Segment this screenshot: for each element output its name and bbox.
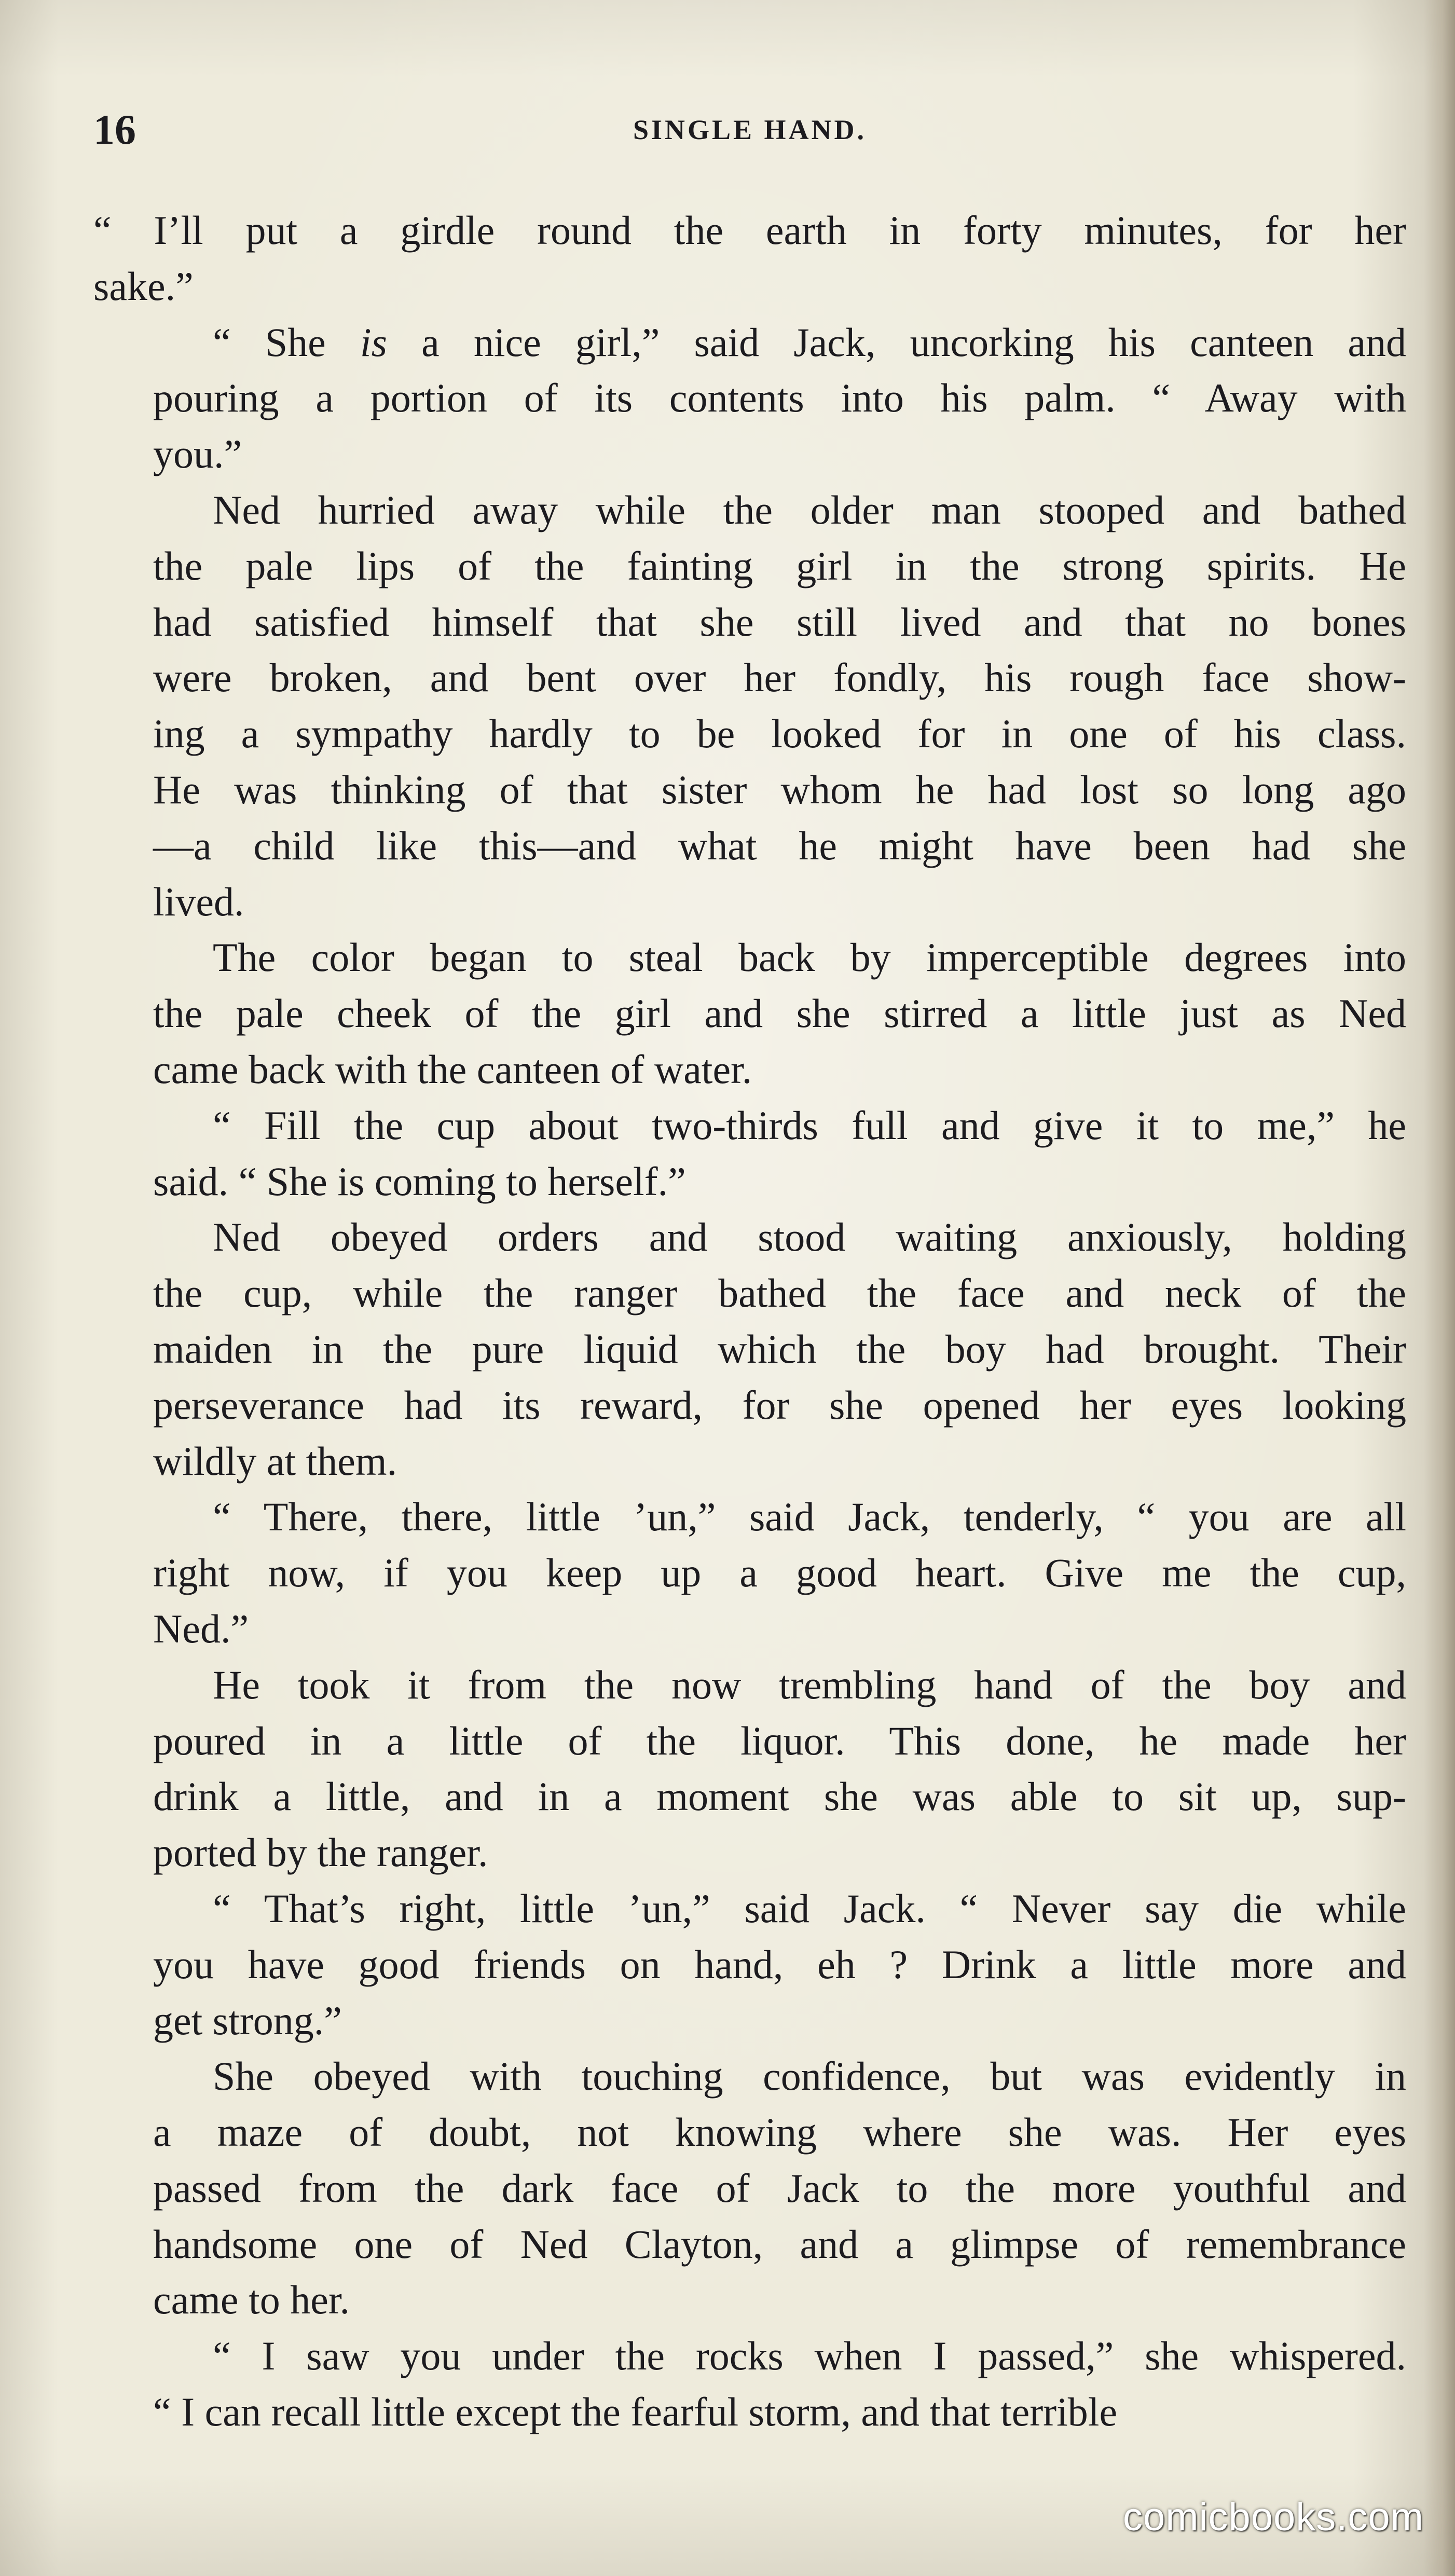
- text-line: wildly at them.: [153, 1438, 397, 1484]
- text-line: handsome one of Ned Clayton, and a glimpse of remembrance: [153, 2221, 1406, 2267]
- text-line: you.”: [153, 431, 242, 477]
- text-line: a maze of doubt, not knowing where she was. Her eyes: [153, 2109, 1406, 2155]
- text-line: “ I can recall little except the fearful storm, and that terrible: [153, 2389, 1118, 2435]
- paragraph: [93, 202, 1406, 314]
- text-line: right now, if you keep up a good heart. Give me the cup,: [153, 1550, 1406, 1596]
- text-line: She obeyed with touching confidence, but was evidently in: [213, 2053, 1406, 2099]
- text-line: lived.: [153, 879, 244, 924]
- text-line: The color began to steal back by imperceptible degrees into: [213, 935, 1406, 980]
- running-title: SINGLE HAND.: [633, 114, 867, 145]
- text-line: “ I saw you under the rocks when I passed,” she whispered.: [213, 2333, 1406, 2379]
- text-line: passed from the dark face of Jack to the more youthful and: [153, 2165, 1406, 2211]
- text-line: drink a little, and in a moment she was able to sit up, sup-: [153, 1774, 1406, 1819]
- text-line: get strong.”: [153, 1997, 342, 2043]
- paragraph: [93, 929, 1406, 1097]
- text-line: came to her.: [153, 2277, 350, 2323]
- paragraph: [93, 1657, 1406, 1881]
- text-line: maiden in the pure liquid which the boy had brought. Their: [153, 1326, 1406, 1372]
- text-line: sake.”: [93, 263, 194, 309]
- text-line: you have good friends on hand, eh ? Drink a little more and: [153, 1941, 1406, 1987]
- paragraph: [93, 482, 1406, 929]
- text-line: the pale cheek of the girl and she stirred a little just as Ned: [153, 991, 1406, 1036]
- text-line: the cup, while the ranger bathed the face and neck of the: [153, 1270, 1406, 1316]
- paragraph: [93, 1098, 1406, 1210]
- text-line: Ned hurried away while the older man stooped and bathed: [213, 487, 1406, 532]
- page-edge-shadow: [1424, 0, 1455, 2576]
- text-line: had satisfied himself that she still lived and that no bones: [153, 599, 1406, 645]
- page-number: 16: [93, 106, 136, 153]
- body-text: [93, 202, 1406, 2440]
- paragraph: [93, 2048, 1406, 2328]
- text-line: “ She is a nice girl,” said Jack, uncorking his canteen and: [213, 319, 1406, 365]
- text-line: said. “ She is coming to herself.”: [153, 1158, 686, 1204]
- text-line: “ There, there, little ’un,” said Jack, tenderly, “ you are all: [213, 1494, 1406, 1540]
- text-line: He took it from the now trembling hand of the boy and: [213, 1662, 1406, 1707]
- text-line: Ned obeyed orders and stood waiting anxiously, holding: [213, 1214, 1406, 1260]
- text-line: the pale lips of the fainting girl in the strong spirits. He: [153, 543, 1406, 588]
- paragraph: [93, 1489, 1406, 1656]
- running-header: [93, 101, 1406, 158]
- text-line: pouring a portion of its contents into his palm. “ Away with: [153, 375, 1406, 421]
- text-line: were broken, and bent over her fondly, his rough face show-: [153, 655, 1406, 701]
- text-line: poured in a little of the liquor. This done, he made her: [153, 1718, 1406, 1763]
- text-line: “ That’s right, little ’un,” said Jack. “ Never say die while: [213, 1885, 1406, 1931]
- text-line: ported by the ranger.: [153, 1830, 488, 1875]
- text-line: “ Fill the cup about two-thirds full and give it to me,” he: [213, 1102, 1406, 1148]
- text-line: Ned.”: [153, 1606, 249, 1651]
- text-line: came back with the canteen of water.: [153, 1046, 752, 1092]
- text-line: He was thinking of that sister whom he had lost so long ago: [153, 766, 1406, 812]
- watermark: comicbooks.com: [1123, 2495, 1424, 2539]
- text-line: “ I’ll put a girdle round the earth in forty minutes, for her: [93, 208, 1406, 253]
- paragraph: [93, 1209, 1406, 1489]
- paragraph: [93, 2328, 1406, 2440]
- paragraph: [93, 314, 1406, 482]
- paragraph: [93, 1881, 1406, 2048]
- text-line: —a child like this—and what he might have been had she: [153, 823, 1406, 868]
- text-line: perseverance had its reward, for she opened her eyes looking: [153, 1382, 1406, 1428]
- text-line: ing a sympathy hardly to be looked for in one of his class.: [153, 711, 1406, 757]
